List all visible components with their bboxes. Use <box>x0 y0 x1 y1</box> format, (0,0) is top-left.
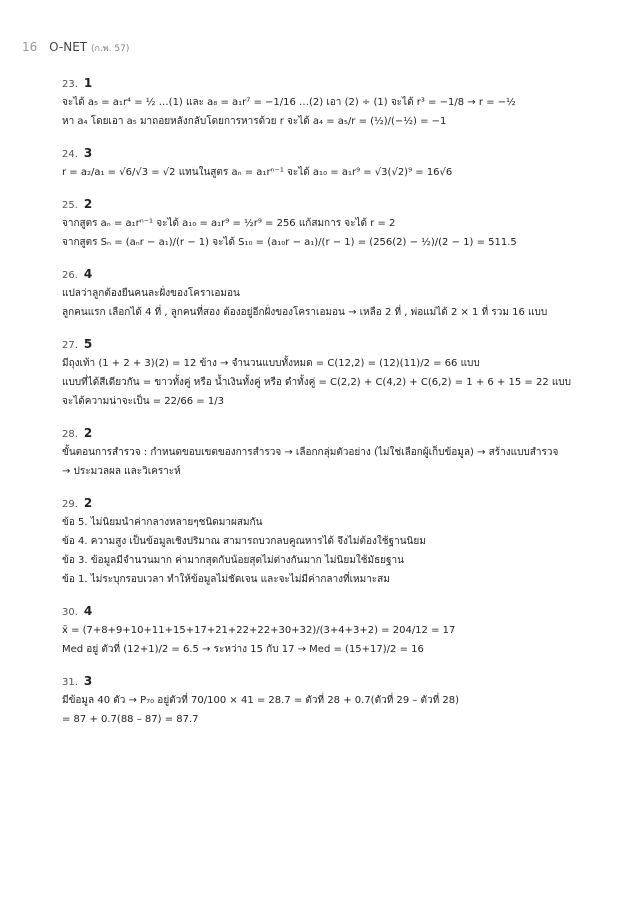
question-number: 29. <box>62 499 78 510</box>
solution-line: ข้อ 5. ไม่นิยมนำค่ากลางหลายๆชนิดมาผสมกัน <box>62 517 263 528</box>
question-header <box>62 604 622 618</box>
solution-line: จะได้ความน่าจะเป็น = 22/66 = 1/3 <box>62 396 224 407</box>
solution-line: ข้อ 3. ข้อมูลมีจำนวนมาก ค่ามากสุดกับน้อยสุดไม่ต่างกันมาก ไม่นิยมใช้มัธยฐาน <box>62 555 405 566</box>
solution-line: จากสูตร aₙ = a₁rⁿ⁻¹ จะได้ a₁₀ = a₁r⁹ = ½r⁹ = 256 แก้สมการ จะได้ r = 2 <box>62 218 396 229</box>
question-block <box>62 674 622 727</box>
solution-line: = 87 + 0.7(88 – 87) = 87.7 <box>62 714 199 725</box>
question-number: 26. <box>62 270 78 281</box>
question-answer: 5 <box>83 337 93 351</box>
question-number: 31. <box>62 677 78 688</box>
question-header <box>62 426 622 440</box>
answer-key-body <box>62 76 622 744</box>
question-header <box>62 496 622 510</box>
question-block <box>62 426 622 479</box>
question-header <box>62 267 622 281</box>
solution-line: จะได้ a₅ = a₁r⁴ = ½ …(1) และ a₈ = a₁r⁷ = −1/16 …(2) เอา (2) ÷ (1) จะได้ r³ = −1/8 → r = −½ <box>62 97 516 108</box>
solution-line: r = a₂/a₁ = √6/√3 = √2 แทนในสูตร aₙ = a₁rⁿ⁻¹ จะได้ a₁₀ = a₁r⁹ = √3(√2)⁹ = 16√6 <box>62 167 453 178</box>
question-answer: 2 <box>83 496 93 510</box>
question-number: 25. <box>62 200 78 211</box>
question-block <box>62 337 622 409</box>
question-answer: 3 <box>83 146 93 160</box>
question-header <box>62 76 622 90</box>
question-answer: 2 <box>83 426 93 440</box>
question-block <box>62 604 622 657</box>
solution-line: ข้อ 1. ไม่ระบุกรอบเวลา ทำให้ข้อมูลไม่ชัดเจน และจะไม่มีค่ากลางที่เหมาะสม <box>62 574 390 585</box>
question-number: 24. <box>62 149 78 160</box>
solution-line: แปลว่าลูกต้องยืนคนละฝั่งของโคราเอมอน <box>62 288 240 299</box>
question-header <box>62 337 622 351</box>
question-number: 28. <box>62 429 78 440</box>
question-block <box>62 267 622 320</box>
solution-line: x̄ = (7+8+9+10+11+15+17+21+22+22+30+32)/(3+4+3+2) = 204/12 = 17 <box>62 625 456 636</box>
question-block <box>62 76 622 129</box>
solution-line: Med อยู่ ตัวที่ (12+1)/2 = 6.5 → ระหว่าง 15 กับ 17 → Med = (15+17)/2 = 16 <box>62 644 424 655</box>
question-answer: 1 <box>83 76 93 90</box>
question-block <box>62 496 622 587</box>
solution-line: มีข้อมูล 40 ตัว → P₇₀ อยู่ตัวที่ 70/100 × 41 = 28.7 = ตัวที่ 28 + 0.7(ตัวที่ 29 – ตัวที่ 28) <box>62 695 460 706</box>
solution-line: หา a₄ โดยเอา a₅ มาถอยหลังกลับโดยการหารด้วย r จะได้ a₄ = a₅/r = (½)/(−½) = −1 <box>62 116 447 127</box>
question-block <box>62 146 622 180</box>
question-number: 30. <box>62 607 78 618</box>
solution-line: ลูกคนแรก เลือกได้ 4 ที่ , ลูกคนที่สอง ต้องอยู่อีกฝั่งของโคราเอมอน → เหลือ 2 ที่ , พ่อแม่ได้ 2 × 1 ที่ รวม 16 แบบ <box>62 307 548 318</box>
solution-line: มีถุงเท้า (1 + 2 + 3)(2) = 12 ข้าง → จำนวนแบบทั้งหมด = C(12,2) = (12)(11)/2 = 66 แบบ <box>62 358 480 369</box>
header-title: O-NET <box>49 40 88 54</box>
solution-line: จากสูตร Sₙ = (aₙr − a₁)/(r − 1) จะได้ S₁₀ = (a₁₀r − a₁)/(r − 1) = (256(2) − ½)/(2 − 1) = 511.5 <box>62 237 517 248</box>
page-number: 16 <box>22 40 38 54</box>
question-number: 27. <box>62 340 78 351</box>
header-subtitle: (ก.พ. 57) <box>90 44 130 54</box>
question-block <box>62 197 622 250</box>
solution-line: แบบที่ได้สีเดียวกัน = ขาวทั้งคู่ หรือ น้ำเงินทั้งคู่ หรือ ดำทั้งคู่ = C(2,2) + C(4,2) + C(6,2) = 1 + 6 + 15 = 22 แบบ <box>62 377 571 388</box>
question-header <box>62 146 622 160</box>
question-answer: 4 <box>83 604 93 618</box>
page-header <box>22 40 129 55</box>
question-answer: 2 <box>83 197 93 211</box>
question-header <box>62 197 622 211</box>
question-header <box>62 674 622 688</box>
question-number: 23. <box>62 79 78 90</box>
question-answer: 4 <box>83 267 93 281</box>
solution-line: → ประมวลผล และวิเคราะห์ <box>62 466 181 477</box>
solution-line: ข้อ 4. ความสูง เป็นข้อมูลเชิงปริมาณ สามารถบวกลบคูณหารได้ จึงไม่ต้องใช้ฐานนิยม <box>62 536 426 547</box>
question-answer: 3 <box>83 674 93 688</box>
solution-line: ขั้นตอนการสำรวจ : กำหนดขอบเขตของการสำรวจ → เลือกกลุ่มตัวอย่าง (ไม่ใช่เลือกผู้เก็บข้อมูล) → สร้างแบบสำรวจ <box>62 447 559 458</box>
